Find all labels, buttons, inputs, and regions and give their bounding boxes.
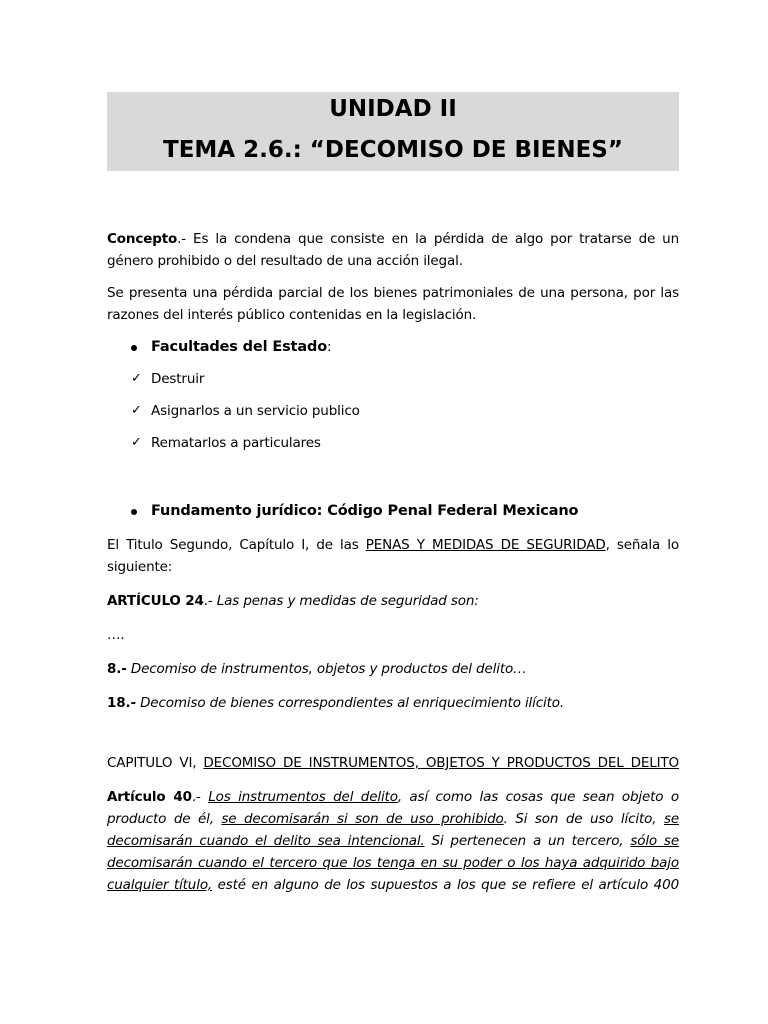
concept-line-1 — [107, 228, 679, 250]
checkmark-icon: ✓ — [131, 435, 142, 450]
articulo-40-u4: decomisarán cuando el tercero que los tenga en su poder o los haya adquirido bajo — [107, 855, 679, 871]
checkmark-icon: ✓ — [131, 371, 142, 386]
capitulo-underlined: DECOMISO DE INSTRUMENTOS, OBJETOS Y PRODUCTOS DEL DELITO — [203, 755, 680, 771]
facultades-colon: : — [327, 339, 332, 355]
articulo-40-line-1 — [107, 786, 679, 808]
fundamento-label: Fundamento jurídico: Código Penal Federal Mexicano — [151, 503, 579, 519]
ellipsis: …. — [107, 627, 125, 643]
articulo-40-u2: se decomisarán si son de uso prohibido — [221, 811, 504, 827]
capitulo-pre: CAPITULO VI, — [107, 755, 204, 771]
list-item — [107, 400, 679, 422]
concept-text-1: .- Es la condena que consiste en la pérdida de algo por tratarse de un — [177, 231, 679, 247]
articulo-40-line-4 — [107, 852, 679, 874]
checkmark-icon: ✓ — [131, 403, 142, 418]
articulo-40-u1: Los instrumentos del delito — [208, 789, 398, 805]
articulo-24-text: Las penas y medidas de seguridad son: — [216, 593, 479, 609]
concept-label: Concepto — [107, 231, 178, 247]
facultades-bullet — [107, 336, 679, 358]
titulo-line-2: siguiente: — [107, 559, 173, 575]
item-8 — [107, 658, 679, 680]
document-body — [107, 228, 679, 896]
topic-heading: TEMA 2.6.: “DECOMISO DE BIENES” — [163, 137, 623, 163]
item-18-text: Decomiso de bienes correspondientes al enriquecimiento ilícito. — [135, 695, 565, 711]
articulo-40-label: Artículo 40 — [107, 789, 192, 805]
articulo-40-line-2 — [107, 808, 679, 830]
articulo-40-line-5 — [107, 874, 679, 896]
articulo-40-r1: , así como las cosas que sean objeto o — [397, 789, 679, 805]
capitulo-heading — [107, 752, 679, 774]
facultad-item-2: Asignarlos a un servicio publico — [151, 403, 360, 419]
articulo-40-line-3 — [107, 830, 679, 852]
articulo-40-u3b: sólo se — [630, 833, 679, 849]
facultad-item-1: Destruir — [151, 371, 205, 387]
articulo-40-b2: . Si son de uso lícito, — [503, 811, 664, 827]
articulo-40-u5: cualquier título, — [107, 877, 213, 893]
facultad-item-3: Rematarlos a particulares — [151, 435, 321, 451]
fundamento-bullet — [107, 500, 679, 522]
titulo-pre: El Titulo Segundo, Capítulo I, de las — [107, 537, 366, 553]
facultades-label: Facultades del Estado — [151, 339, 328, 355]
paragraph-2-line-1: Se presenta una pérdida parcial de los bienes patrimoniales de una persona, por las — [107, 285, 679, 301]
articulo-40-a2: producto de él, — [107, 811, 222, 827]
bullet-icon — [131, 345, 137, 351]
list-item — [107, 432, 679, 454]
articulo-40-b5: esté en alguno de los supuestos a los que se refiere el artículo 400 — [212, 877, 680, 893]
item-18-label: 18.- — [107, 695, 136, 711]
paragraph-2-line-2: razones del interés público contenidas en la legislación. — [107, 307, 477, 323]
item-8-text: Decomiso de instrumentos, objetos y productos del delito… — [126, 661, 527, 677]
item-8-label: 8.- — [107, 661, 127, 677]
articulo-24-label: ARTÍCULO 24 — [107, 593, 204, 609]
unit-heading: UNIDAD II — [329, 96, 457, 122]
articulo-24 — [107, 590, 679, 612]
titulo-line-1 — [107, 534, 679, 556]
articulo-40-u3: decomisarán cuando el delito sea intencional. — [107, 833, 425, 849]
articulo-40-u2b: se — [663, 811, 679, 827]
articulo-24-dash: .- — [203, 593, 217, 609]
concept-line-2: género prohibido o del resultado de una acción ilegal. — [107, 253, 463, 269]
titulo-post: , señala lo — [605, 537, 679, 553]
title-banner — [107, 92, 679, 171]
articulo-40-b3: Si pertenecen a un tercero, — [424, 833, 631, 849]
articulo-40-dash: .- — [191, 789, 209, 805]
item-18 — [107, 692, 679, 714]
bullet-icon — [131, 509, 137, 515]
list-item — [107, 368, 679, 390]
titulo-underlined: PENAS Y MEDIDAS DE SEGURIDAD — [365, 537, 606, 553]
